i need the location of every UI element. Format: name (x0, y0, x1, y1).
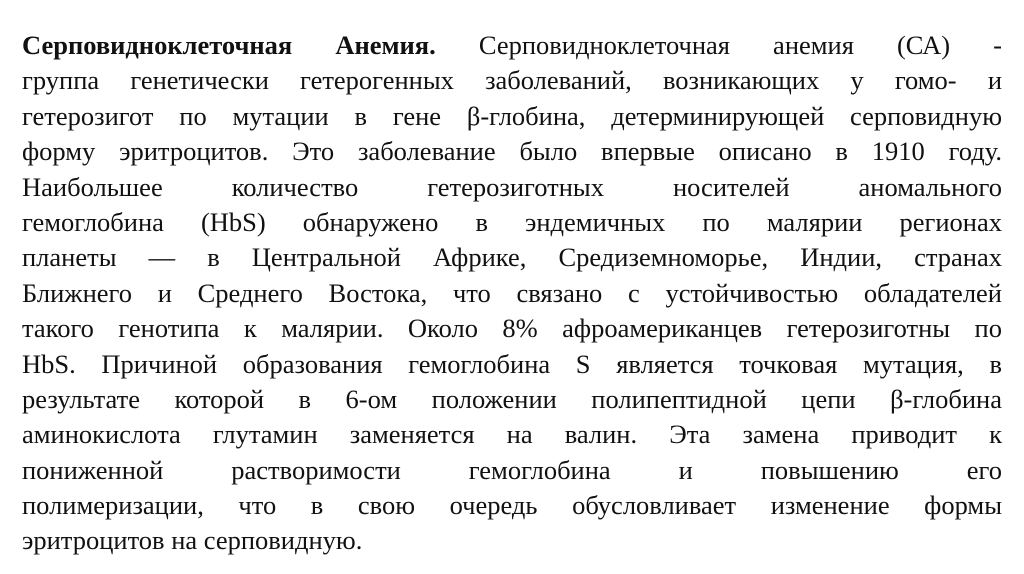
paragraph-line-7: планеты — в Центральной Африке, Средиземноморье, Индии, странах (22, 242, 1002, 273)
paragraph-line-4: форму эритроцитов. Это заболевание было впервые описано в 1910 году. (22, 136, 1002, 167)
paragraph-line-6: гемоглобина (HbS) обнаружено в эндемичных по малярии регионах (22, 206, 1002, 237)
paragraph-line-12: аминокислота глутамин заменяется на валин. Эта замена приводит к (22, 419, 1002, 450)
paragraph-line-13: пониженной растворимости гемоглобина и повышению его (22, 454, 1002, 485)
paragraph-line-10: HbS. Причиной образования гемоглобина S является точковая мутация, в (22, 348, 1002, 379)
paragraph-line-9: такого генотипа к малярии. Около 8% афроамериканцев гетерозиготны по (22, 313, 1002, 344)
paragraph-line-1-text: Серповидноклеточная анемия (СА) - (478, 30, 1002, 60)
paragraph-line-5: Наибольшее количество гетерозиготных носителей аномального (22, 171, 1002, 202)
heading-title: Серповидноклеточная Анемия. (22, 30, 436, 60)
paragraph-line-11: результате которой в 6-ом положении полипептидной цепи β-глобина (22, 383, 1002, 414)
paragraph-line-1 (22, 28, 1002, 63)
paragraph-line-8: Ближнего и Среднего Востока, что связано с устойчивостью обладателей (22, 277, 1002, 308)
paragraph-line-15: эритроцитов на серповидную. (22, 525, 363, 556)
paragraph-line-2: группа генетически гетерогенных заболеваний, возникающих у гомо- и (22, 65, 1002, 96)
paragraph-line-14: полимеризации, что в свою очередь обусловливает изменение формы (22, 490, 1002, 521)
paragraph-text (22, 28, 1002, 559)
paragraph-line-3: гетерозигот по мутации в гене β-глобина, детерминирующей серповидную (22, 100, 1002, 131)
